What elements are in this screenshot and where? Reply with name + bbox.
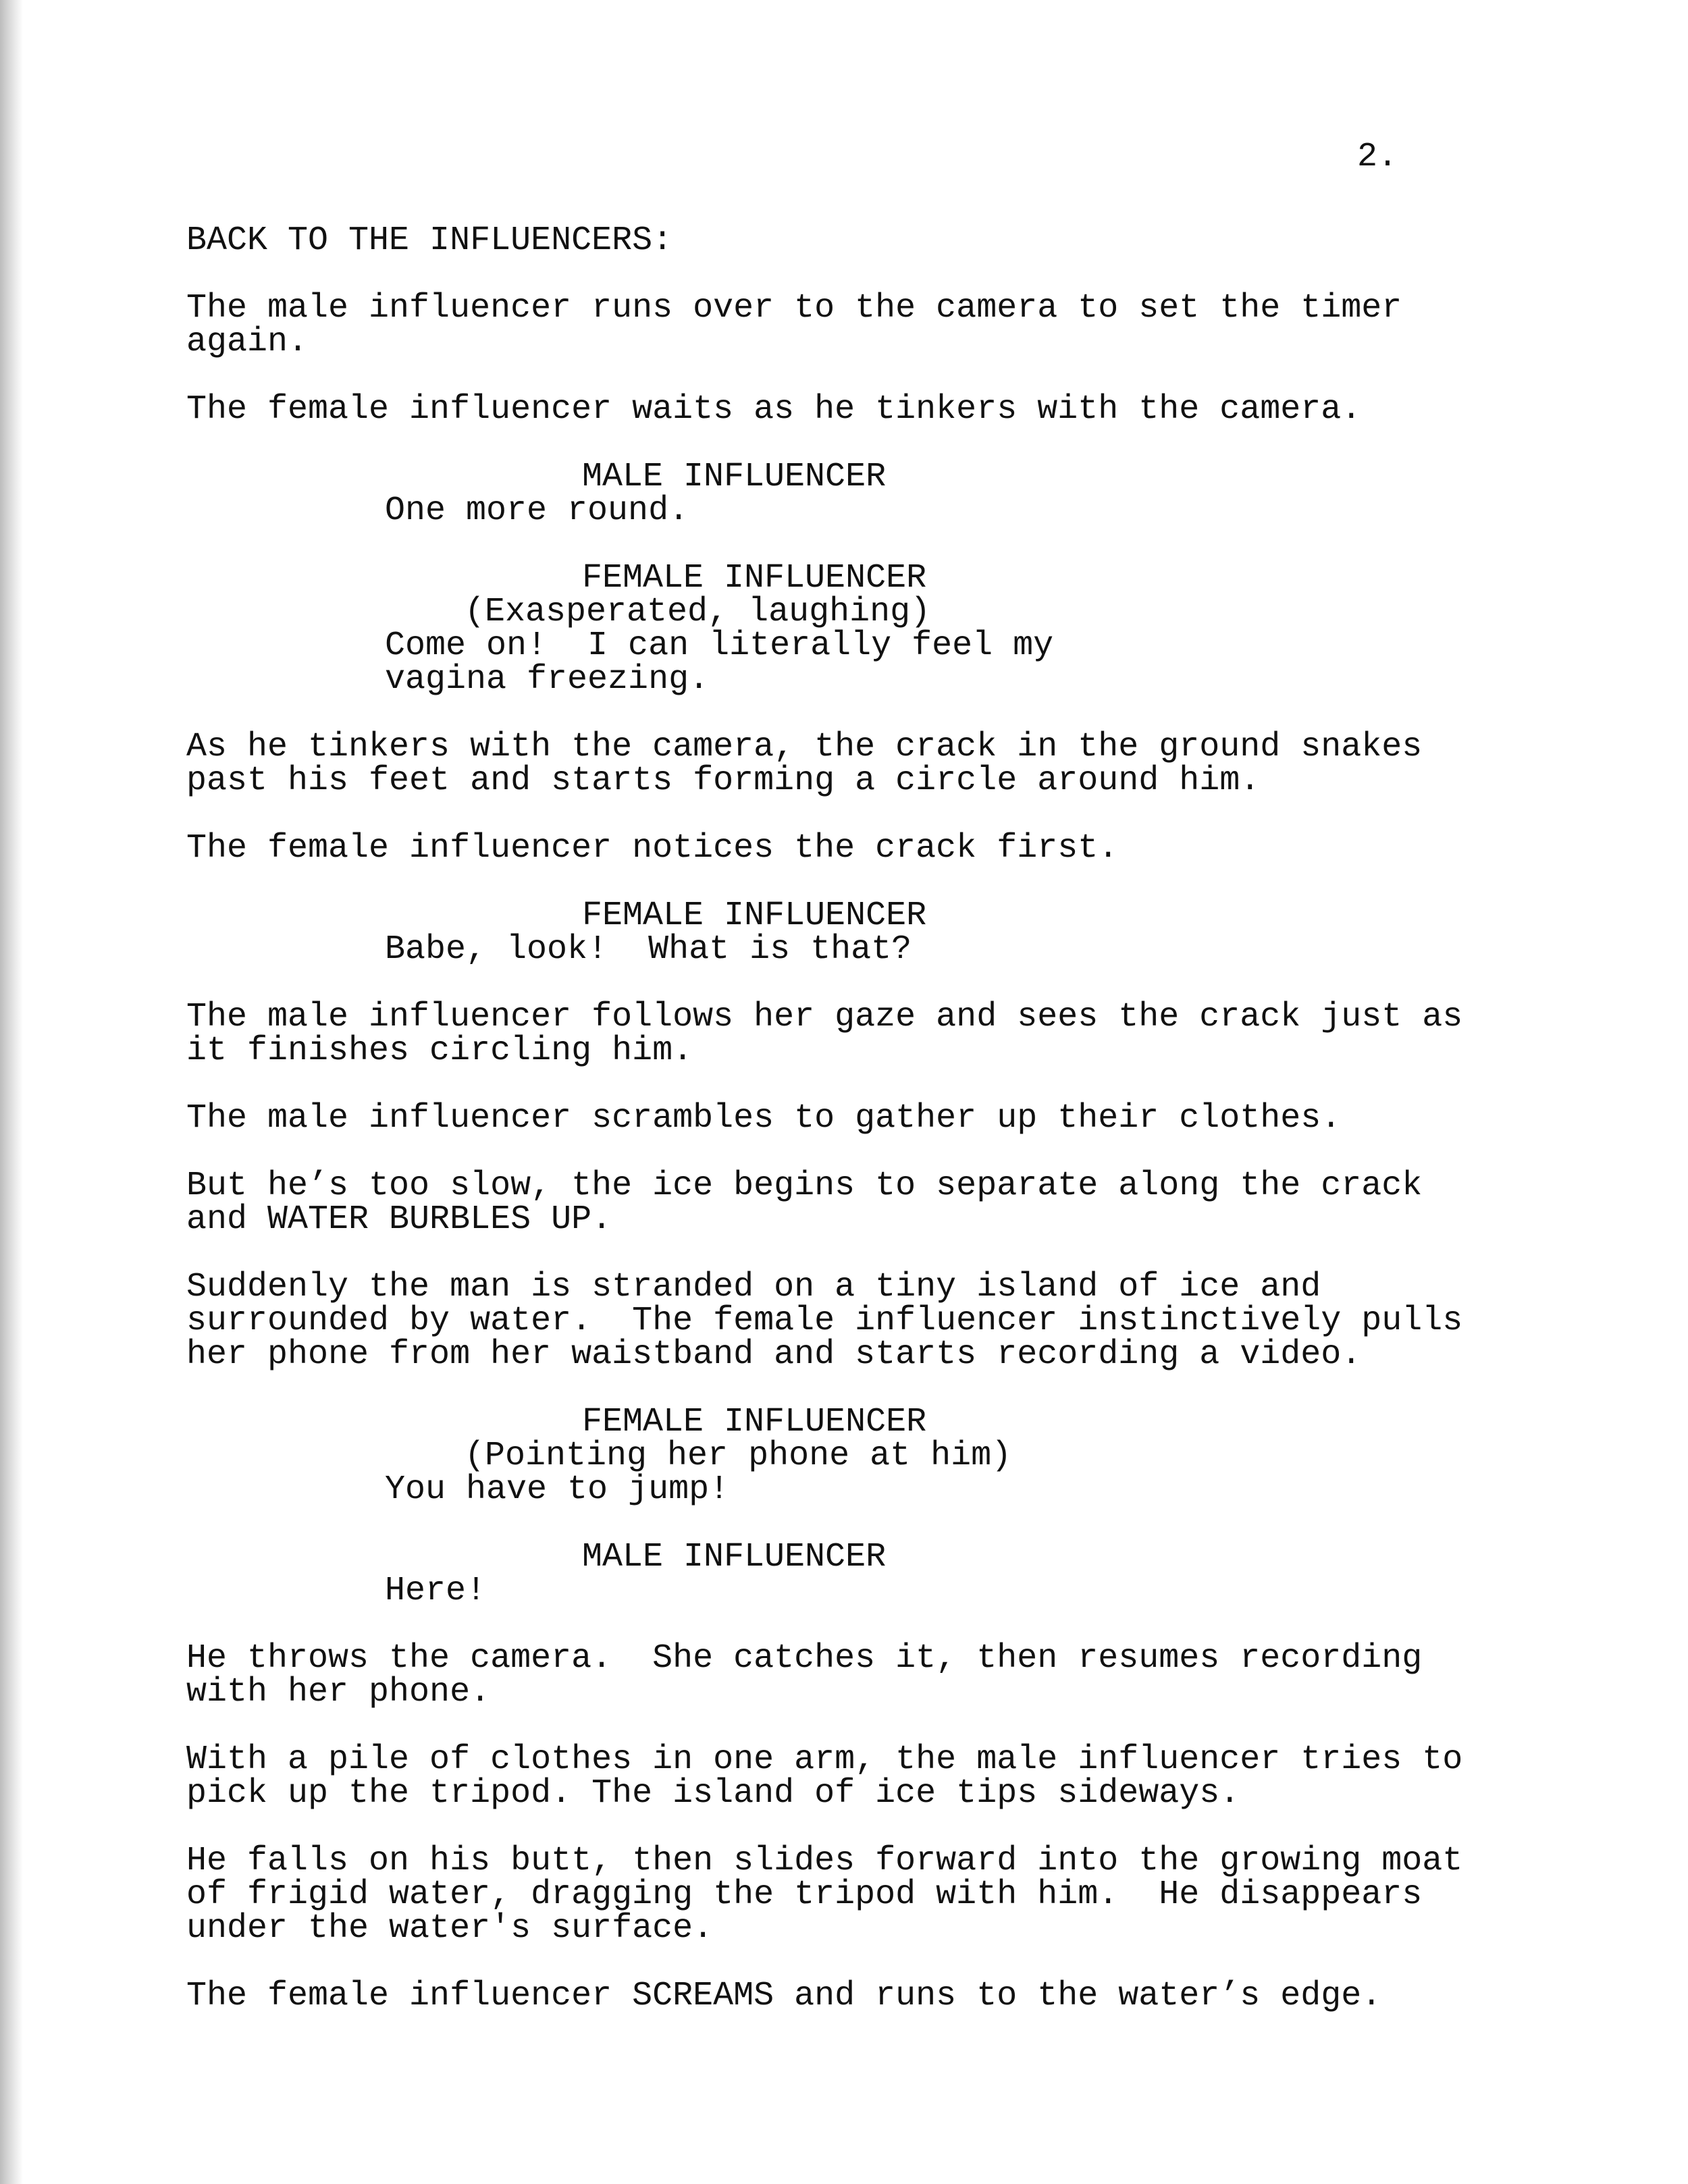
character-name: FEMALE INFLUENCER (582, 1403, 927, 1441)
action-line: The male influencer follows her gaze and sees the crack just as (186, 998, 1463, 1036)
dialogue-line: Come on! I can literally feel my (385, 627, 1054, 665)
action-line: under the water's surface. (186, 1909, 714, 1948)
action-line: With a pile of clothes in one arm, the male influencer tries to (186, 1740, 1463, 1779)
scene-heading: BACK TO THE INFLUENCERS: (186, 221, 673, 260)
action-line: with her phone. (186, 1673, 491, 1711)
dialogue-line: One more round. (385, 491, 689, 530)
action-line: He falls on his butt, then slides forward into the growing moat (186, 1842, 1463, 1880)
character-name: MALE INFLUENCER (582, 458, 887, 496)
character-name: FEMALE INFLUENCER (582, 897, 927, 935)
action-line: The male influencer runs over to the camera to set the timer (186, 289, 1402, 327)
dialogue-line: vagina freezing. (385, 660, 710, 699)
action-line: But he’s too slow, the ice begins to separate along the crack (186, 1167, 1423, 1205)
action-line: The female influencer waits as he tinkers with the camera. (186, 390, 1362, 429)
action-line: As he tinkers with the camera, the crack in the ground snakes (186, 728, 1423, 766)
page-edge-shadow (0, 0, 23, 2184)
action-line: and WATER BURBLES UP. (186, 1200, 612, 1239)
dialogue-line: Here! (385, 1572, 487, 1610)
action-line: it finishes circling him. (186, 1032, 693, 1070)
action-line: surrounded by water. The female influencer instinctively pulls (186, 1302, 1463, 1340)
character-name: MALE INFLUENCER (582, 1538, 887, 1576)
action-line: again. (186, 323, 309, 361)
action-line: The female influencer SCREAMS and runs to the water’s edge. (186, 1977, 1382, 2015)
character-name: FEMALE INFLUENCER (582, 559, 927, 597)
action-line: her phone from her waistband and starts recording a video. (186, 1335, 1362, 1374)
page-number: 2. (1357, 138, 1398, 176)
dialogue-line: Babe, look! What is that? (385, 930, 912, 969)
action-line: The male influencer scrambles to gather up their clothes. (186, 1099, 1342, 1138)
action-line: Suddenly the man is stranded on a tiny island of ice and (186, 1268, 1321, 1306)
dialogue-line: You have to jump! (385, 1470, 730, 1509)
action-line: of frigid water, dragging the tripod with him. He disappears (186, 1875, 1423, 1914)
parenthetical-line: (Exasperated, laughing) (465, 593, 931, 631)
action-line: pick up the tripod. The island of ice tips sideways. (186, 1774, 1240, 1813)
action-line: The female influencer notices the crack first. (186, 829, 1119, 868)
parenthetical-line: (Pointing her phone at him) (465, 1437, 1012, 1475)
action-line: past his feet and starts forming a circle around him. (186, 762, 1261, 800)
action-line: He throws the camera. She catches it, then resumes recording (186, 1639, 1423, 1678)
